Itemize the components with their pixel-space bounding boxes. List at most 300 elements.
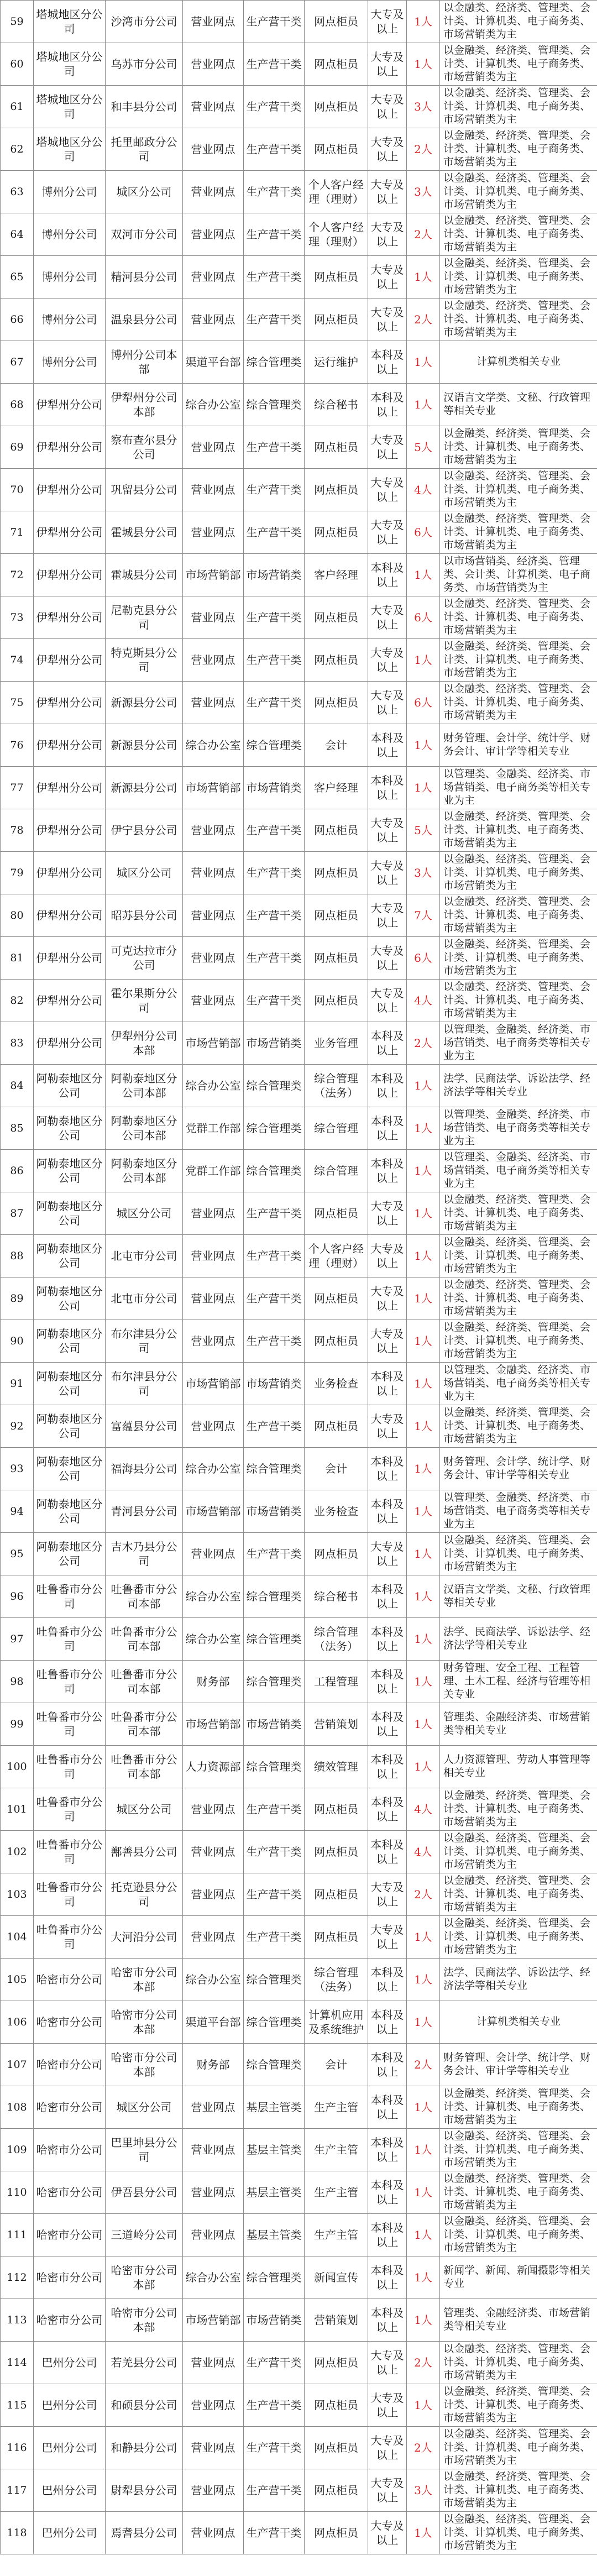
- job-category-cell: 生产营干类: [244, 128, 305, 171]
- job-category-cell: 综合管理类: [244, 1618, 305, 1661]
- branch-company-cell: 吐鲁番市分公司: [34, 1916, 106, 1959]
- department-cell: 营业网点: [183, 2469, 244, 2512]
- job-category-cell: 生产营干类: [244, 596, 305, 639]
- headcount-cell: 5人: [407, 809, 440, 852]
- sub-company-cell: 阿勒泰地区分公司本部: [106, 1150, 183, 1192]
- major-requirement-cell: 计算机类相关专业: [440, 2001, 597, 2044]
- education-requirement-cell: 大专及以上: [368, 1873, 407, 1916]
- position-cell: 网点柜员: [305, 809, 368, 852]
- headcount-cell: 1人: [407, 1533, 440, 1575]
- education-requirement-cell: 大专及以上: [368, 852, 407, 894]
- table-row: [1, 1277, 597, 1320]
- position-cell: 生产主管: [305, 2171, 368, 2214]
- department-cell: 营业网点: [183, 171, 244, 213]
- education-requirement-cell: 本科及以上: [368, 1490, 407, 1533]
- row-number-cell: 89: [1, 1277, 34, 1320]
- branch-company-cell: 塔城地区分公司: [34, 1, 106, 43]
- education-requirement-cell: 本科及以上: [368, 1150, 407, 1192]
- job-category-cell: 综合管理类: [244, 724, 305, 767]
- sub-company-cell: 吉木乃县分公司: [106, 1533, 183, 1575]
- department-cell: 营业网点: [183, 1788, 244, 1831]
- position-cell: 网点柜员: [305, 852, 368, 894]
- branch-company-cell: 吐鲁番市分公司: [34, 1703, 106, 1746]
- table-row: [1, 469, 597, 511]
- position-cell: 网点柜员: [305, 1192, 368, 1235]
- sub-company-cell: 精河县分公司: [106, 256, 183, 299]
- row-number-cell: 95: [1, 1533, 34, 1575]
- department-cell: 营业网点: [183, 213, 244, 256]
- headcount-cell: 1人: [407, 341, 440, 384]
- sub-company-cell: 新源县分公司: [106, 767, 183, 809]
- position-cell: 网点柜员: [305, 639, 368, 682]
- table-row: [1, 2512, 597, 2554]
- headcount-cell: 1人: [407, 1703, 440, 1746]
- table-row: [1, 1192, 597, 1235]
- row-number-cell: 76: [1, 724, 34, 767]
- position-cell: 综合管理: [305, 1150, 368, 1192]
- education-requirement-cell: 本科及以上: [368, 2299, 407, 2342]
- row-number-cell: 82: [1, 980, 34, 1022]
- education-requirement-cell: 本科及以上: [368, 341, 407, 384]
- headcount-cell: 7人: [407, 894, 440, 937]
- sub-company-cell: 察布查尔县分公司: [106, 426, 183, 469]
- position-cell: 业务管理: [305, 1022, 368, 1065]
- position-cell: 网点柜员: [305, 2512, 368, 2554]
- table-row: [1, 1150, 597, 1192]
- major-requirement-cell: 以金融类、经济类、管理类、会计类、计算机类、电子商务类、市场营销类为主: [440, 1916, 597, 1959]
- row-number-cell: 67: [1, 341, 34, 384]
- sub-company-cell: 若羌县分公司: [106, 2342, 183, 2384]
- department-cell: 营业网点: [183, 596, 244, 639]
- sub-company-cell: 吐鲁番市分公司本部: [106, 1746, 183, 1788]
- headcount-cell: 1人: [407, 1150, 440, 1192]
- headcount-cell: 2人: [407, 1022, 440, 1065]
- department-cell: 营业网点: [183, 2342, 244, 2384]
- department-cell: 市场营销部: [183, 1703, 244, 1746]
- job-category-cell: 市场营销类: [244, 1363, 305, 1405]
- department-cell: 营业网点: [183, 852, 244, 894]
- branch-company-cell: 巴州分公司: [34, 2384, 106, 2427]
- job-category-cell: 基层主管类: [244, 2086, 305, 2129]
- education-requirement-cell: 大专及以上: [368, 1916, 407, 1959]
- row-number-cell: 94: [1, 1490, 34, 1533]
- branch-company-cell: 阿勒泰地区分公司: [34, 1533, 106, 1575]
- branch-company-cell: 伊犁州分公司: [34, 767, 106, 809]
- education-requirement-cell: 本科及以上: [368, 724, 407, 767]
- major-requirement-cell: 以金融类、经济类、管理类、会计类、计算机类、电子商务类、市场营销类为主: [440, 1788, 597, 1831]
- position-cell: 生产主管: [305, 2214, 368, 2256]
- table-row: [1, 1873, 597, 1916]
- job-category-cell: 基层主管类: [244, 2214, 305, 2256]
- row-number-cell: 88: [1, 1235, 34, 1277]
- table-row: [1, 1575, 597, 1618]
- position-cell: 网点柜员: [305, 1277, 368, 1320]
- table-row: [1, 1107, 597, 1150]
- job-category-cell: 生产营干类: [244, 299, 305, 341]
- major-requirement-cell: 新闻学、新闻、新闻摄影等相关专业: [440, 2256, 597, 2299]
- branch-company-cell: 吐鲁番市分公司: [34, 1661, 106, 1703]
- table-body: [1, 1, 597, 2554]
- branch-company-cell: 哈密市分公司: [34, 2299, 106, 2342]
- branch-company-cell: 哈密市分公司: [34, 2086, 106, 2129]
- row-number-cell: 104: [1, 1916, 34, 1959]
- branch-company-cell: 伊犁州分公司: [34, 894, 106, 937]
- sub-company-cell: 吐鲁番市分公司本部: [106, 1703, 183, 1746]
- row-number-cell: 70: [1, 469, 34, 511]
- education-requirement-cell: 本科及以上: [368, 1575, 407, 1618]
- position-cell: 网点柜员: [305, 980, 368, 1022]
- sub-company-cell: 特克斯县分公司: [106, 639, 183, 682]
- major-requirement-cell: 法学、民商法学、诉讼法学、经济法学等相关专业: [440, 1618, 597, 1661]
- headcount-cell: 4人: [407, 1831, 440, 1873]
- table-row: [1, 1746, 597, 1788]
- major-requirement-cell: 法学、民商法学、诉讼法学、经济法学等相关专业: [440, 1959, 597, 2001]
- sub-company-cell: 阿勒泰地区分公司本部: [106, 1107, 183, 1150]
- education-requirement-cell: 本科及以上: [368, 2086, 407, 2129]
- table-row: [1, 596, 597, 639]
- table-row: [1, 341, 597, 384]
- headcount-cell: 1人: [407, 1746, 440, 1788]
- job-category-cell: 生产营干类: [244, 2342, 305, 2384]
- row-number-cell: 62: [1, 128, 34, 171]
- major-requirement-cell: 以金融类、经济类、管理类、会计类、计算机类、电子商务类、市场营销类为主: [440, 980, 597, 1022]
- headcount-cell: 2人: [407, 2342, 440, 2384]
- job-category-cell: 生产营干类: [244, 852, 305, 894]
- education-requirement-cell: 大专及以上: [368, 1405, 407, 1448]
- row-number-cell: 98: [1, 1661, 34, 1703]
- position-cell: 客户经理: [305, 767, 368, 809]
- branch-company-cell: 伊犁州分公司: [34, 937, 106, 980]
- table-row: [1, 384, 597, 426]
- branch-company-cell: 博州分公司: [34, 213, 106, 256]
- major-requirement-cell: 以金融类、经济类、管理类、会计类、计算机类、电子商务类、市场营销类为主: [440, 2384, 597, 2427]
- row-number-cell: 73: [1, 596, 34, 639]
- headcount-cell: 1人: [407, 1916, 440, 1959]
- department-cell: 营业网点: [183, 2384, 244, 2427]
- position-cell: 综合秘书: [305, 384, 368, 426]
- sub-company-cell: 巴里坤县分公司: [106, 2129, 183, 2171]
- job-category-cell: 综合管理类: [244, 384, 305, 426]
- branch-company-cell: 伊犁州分公司: [34, 1022, 106, 1065]
- education-requirement-cell: 本科及以上: [368, 2256, 407, 2299]
- position-cell: 运行维护: [305, 341, 368, 384]
- major-requirement-cell: 财务管理、会计学、统计学、财务会计、审计学等相关专业: [440, 1448, 597, 1490]
- sub-company-cell: 布尔津县分公司: [106, 1320, 183, 1363]
- position-cell: 网点柜员: [305, 469, 368, 511]
- education-requirement-cell: 大专及以上: [368, 171, 407, 213]
- education-requirement-cell: 本科及以上: [368, 1788, 407, 1831]
- department-cell: 综合办公室: [183, 724, 244, 767]
- education-requirement-cell: 大专及以上: [368, 2469, 407, 2512]
- position-cell: 网点柜员: [305, 596, 368, 639]
- department-cell: 营业网点: [183, 2171, 244, 2214]
- job-category-cell: 综合管理类: [244, 1150, 305, 1192]
- job-category-cell: 生产营干类: [244, 1320, 305, 1363]
- job-category-cell: 生产营干类: [244, 469, 305, 511]
- sub-company-cell: 阿勒泰地区分公司本部: [106, 1065, 183, 1107]
- sub-company-cell: 哈密市分公司本部: [106, 2299, 183, 2342]
- major-requirement-cell: 以金融类、经济类、管理类、会计类、计算机类、电子商务类、市场营销类为主: [440, 937, 597, 980]
- department-cell: 人力资源部: [183, 1746, 244, 1788]
- headcount-cell: 1人: [407, 1192, 440, 1235]
- table-row: [1, 1320, 597, 1363]
- row-number-cell: 117: [1, 2469, 34, 2512]
- branch-company-cell: 伊犁州分公司: [34, 596, 106, 639]
- job-category-cell: 生产营干类: [244, 937, 305, 980]
- headcount-cell: 3人: [407, 852, 440, 894]
- job-category-cell: 综合管理类: [244, 341, 305, 384]
- sub-company-cell: 双河市分公司: [106, 213, 183, 256]
- position-cell: 客户经理: [305, 554, 368, 596]
- row-number-cell: 69: [1, 426, 34, 469]
- job-category-cell: 基层主管类: [244, 2171, 305, 2214]
- position-cell: 网点柜员: [305, 2384, 368, 2427]
- education-requirement-cell: 大专及以上: [368, 2427, 407, 2469]
- department-cell: 营业网点: [183, 639, 244, 682]
- sub-company-cell: 可克达拉市分公司: [106, 937, 183, 980]
- branch-company-cell: 巴州分公司: [34, 2427, 106, 2469]
- branch-company-cell: 阿勒泰地区分公司: [34, 1405, 106, 1448]
- headcount-cell: 3人: [407, 86, 440, 128]
- branch-company-cell: 塔城地区分公司: [34, 128, 106, 171]
- position-cell: 网点柜员: [305, 1320, 368, 1363]
- education-requirement-cell: 大专及以上: [368, 1235, 407, 1277]
- branch-company-cell: 哈密市分公司: [34, 1959, 106, 2001]
- branch-company-cell: 巴州分公司: [34, 2469, 106, 2512]
- major-requirement-cell: 以金融类、经济类、管理类、会计类、计算机类、电子商务类、市场营销类为主: [440, 213, 597, 256]
- position-cell: 个人客户经理（理财）: [305, 213, 368, 256]
- position-cell: 网点柜员: [305, 1916, 368, 1959]
- department-cell: 营业网点: [183, 2214, 244, 2256]
- major-requirement-cell: 以金融类、经济类、管理类、会计类、计算机类、电子商务类、市场营销类为主: [440, 1405, 597, 1448]
- department-cell: 营业网点: [183, 1873, 244, 1916]
- department-cell: 营业网点: [183, 1320, 244, 1363]
- row-number-cell: 100: [1, 1746, 34, 1788]
- sub-company-cell: 三道岭分公司: [106, 2214, 183, 2256]
- sub-company-cell: 焉耆县分公司: [106, 2512, 183, 2554]
- branch-company-cell: 博州分公司: [34, 299, 106, 341]
- table-row: [1, 1618, 597, 1661]
- department-cell: 党群工作部: [183, 1150, 244, 1192]
- branch-company-cell: 哈密市分公司: [34, 2171, 106, 2214]
- position-cell: 会计: [305, 1448, 368, 1490]
- sub-company-cell: 伊吾县分公司: [106, 2171, 183, 2214]
- education-requirement-cell: 本科及以上: [368, 2044, 407, 2086]
- education-requirement-cell: 大专及以上: [368, 426, 407, 469]
- headcount-cell: 6人: [407, 937, 440, 980]
- table-row: [1, 2256, 597, 2299]
- department-cell: 综合办公室: [183, 384, 244, 426]
- sub-company-cell: 和硕县分公司: [106, 2384, 183, 2427]
- branch-company-cell: 阿勒泰地区分公司: [34, 1277, 106, 1320]
- table-row: [1, 1363, 597, 1405]
- education-requirement-cell: 大专及以上: [368, 937, 407, 980]
- department-cell: 营业网点: [183, 1, 244, 43]
- sub-company-cell: 北屯市分公司: [106, 1277, 183, 1320]
- row-number-cell: 103: [1, 1873, 34, 1916]
- sub-company-cell: 尉犁县分公司: [106, 2469, 183, 2512]
- major-requirement-cell: 以金融类、经济类、管理类、会计类、计算机类、电子商务类、市场营销类为主: [440, 1, 597, 43]
- row-number-cell: 116: [1, 2427, 34, 2469]
- job-category-cell: 生产营干类: [244, 1, 305, 43]
- position-cell: 绩效管理: [305, 1746, 368, 1788]
- position-cell: 计算机应用及系统维护: [305, 2001, 368, 2044]
- education-requirement-cell: 大专及以上: [368, 1320, 407, 1363]
- table-row: [1, 86, 597, 128]
- branch-company-cell: 伊犁州分公司: [34, 682, 106, 724]
- row-number-cell: 93: [1, 1448, 34, 1490]
- education-requirement-cell: 大专及以上: [368, 213, 407, 256]
- position-cell: 网点柜员: [305, 1, 368, 43]
- department-cell: 营业网点: [183, 256, 244, 299]
- position-cell: 网点柜员: [305, 1788, 368, 1831]
- education-requirement-cell: 大专及以上: [368, 682, 407, 724]
- department-cell: 营业网点: [183, 2129, 244, 2171]
- position-cell: 网点柜员: [305, 2427, 368, 2469]
- headcount-cell: 1人: [407, 1107, 440, 1150]
- headcount-cell: 2人: [407, 1873, 440, 1916]
- sub-company-cell: 和丰县分公司: [106, 86, 183, 128]
- job-category-cell: 市场营销类: [244, 1703, 305, 1746]
- row-number-cell: 60: [1, 43, 34, 86]
- position-cell: 生产主管: [305, 2129, 368, 2171]
- major-requirement-cell: 以金融类、经济类、管理类、会计类、计算机类、电子商务类、市场营销类为主: [440, 1320, 597, 1363]
- major-requirement-cell: 以金融类、经济类、管理类、会计类、计算机类、电子商务类、市场营销类为主: [440, 809, 597, 852]
- table-row: [1, 767, 597, 809]
- headcount-cell: 1人: [407, 1959, 440, 2001]
- table-row: [1, 1916, 597, 1959]
- row-number-cell: 102: [1, 1831, 34, 1873]
- job-category-cell: 综合管理类: [244, 2001, 305, 2044]
- education-requirement-cell: 大专及以上: [368, 1533, 407, 1575]
- job-category-cell: 市场营销类: [244, 554, 305, 596]
- job-category-cell: 综合管理类: [244, 1959, 305, 2001]
- sub-company-cell: 布尔津县分公司: [106, 1363, 183, 1405]
- sub-company-cell: 尼勒克县分公司: [106, 596, 183, 639]
- sub-company-cell: 沙湾市分公司: [106, 1, 183, 43]
- department-cell: 营业网点: [183, 511, 244, 554]
- sub-company-cell: 富蕴县分公司: [106, 1405, 183, 1448]
- position-cell: 综合秘书: [305, 1575, 368, 1618]
- table-row: [1, 2299, 597, 2342]
- headcount-cell: 1人: [407, 2086, 440, 2129]
- sub-company-cell: 哈密市分公司本部: [106, 1959, 183, 2001]
- position-cell: 营销策划: [305, 2299, 368, 2342]
- major-requirement-cell: 以金融类、经济类、管理类、会计类、计算机类、电子商务类、市场营销类为主: [440, 682, 597, 724]
- headcount-cell: 1人: [407, 767, 440, 809]
- row-number-cell: 68: [1, 384, 34, 426]
- major-requirement-cell: 以金融类、经济类、管理类、会计类、计算机类、电子商务类、市场营销类为主: [440, 2342, 597, 2384]
- job-category-cell: 生产营干类: [244, 1831, 305, 1873]
- table-row: [1, 639, 597, 682]
- headcount-cell: 4人: [407, 1788, 440, 1831]
- table-row: [1, 128, 597, 171]
- job-category-cell: 基层主管类: [244, 2129, 305, 2171]
- job-category-cell: 生产营干类: [244, 1235, 305, 1277]
- education-requirement-cell: 本科及以上: [368, 2001, 407, 2044]
- job-category-cell: 生产营干类: [244, 511, 305, 554]
- major-requirement-cell: 法学、民商法学、诉讼法学、经济法学等相关专业: [440, 1065, 597, 1107]
- table-row: [1, 1022, 597, 1065]
- department-cell: 市场营销部: [183, 1022, 244, 1065]
- headcount-cell: 2人: [407, 213, 440, 256]
- education-requirement-cell: 本科及以上: [368, 2214, 407, 2256]
- headcount-cell: 1人: [407, 1363, 440, 1405]
- department-cell: 营业网点: [183, 2086, 244, 2129]
- branch-company-cell: 塔城地区分公司: [34, 43, 106, 86]
- job-category-cell: 生产营干类: [244, 1916, 305, 1959]
- sub-company-cell: 霍城县分公司: [106, 511, 183, 554]
- department-cell: 财务部: [183, 1661, 244, 1703]
- education-requirement-cell: 大专及以上: [368, 256, 407, 299]
- branch-company-cell: 吐鲁番市分公司: [34, 1618, 106, 1661]
- education-requirement-cell: 大专及以上: [368, 980, 407, 1022]
- branch-company-cell: 阿勒泰地区分公司: [34, 1363, 106, 1405]
- table-row: [1, 852, 597, 894]
- job-category-cell: 生产营干类: [244, 2384, 305, 2427]
- position-cell: 个人客户经理（理财）: [305, 171, 368, 213]
- position-cell: 网点柜员: [305, 1405, 368, 1448]
- headcount-cell: 1人: [407, 1618, 440, 1661]
- branch-company-cell: 伊犁州分公司: [34, 426, 106, 469]
- position-cell: 网点柜员: [305, 43, 368, 86]
- row-number-cell: 111: [1, 2214, 34, 2256]
- sub-company-cell: 乌苏市分公司: [106, 43, 183, 86]
- sub-company-cell: 和静县分公司: [106, 2427, 183, 2469]
- department-cell: 营业网点: [183, 86, 244, 128]
- major-requirement-cell: 以管理类、金融类、经济类、市场营销类、电子商务类等相关专业为主: [440, 1107, 597, 1150]
- table-row: [1, 426, 597, 469]
- department-cell: 营业网点: [183, 1916, 244, 1959]
- major-requirement-cell: 以金融类、经济类、管理类、会计类、计算机类、电子商务类、市场营销类为主: [440, 2427, 597, 2469]
- major-requirement-cell: 以管理类、金融类、经济类、市场营销类、电子商务类等相关专业为主: [440, 1150, 597, 1192]
- branch-company-cell: 哈密市分公司: [34, 2256, 106, 2299]
- major-requirement-cell: 以管理类、金融类、经济类、市场营销类、电子商务类等相关专业为主: [440, 1490, 597, 1533]
- branch-company-cell: 吐鲁番市分公司: [34, 1746, 106, 1788]
- headcount-cell: 2人: [407, 2427, 440, 2469]
- job-category-cell: 生产营干类: [244, 682, 305, 724]
- branch-company-cell: 伊犁州分公司: [34, 511, 106, 554]
- table-row: [1, 2342, 597, 2384]
- position-cell: 网点柜员: [305, 1873, 368, 1916]
- branch-company-cell: 哈密市分公司: [34, 2001, 106, 2044]
- major-requirement-cell: 管理类、金融经济类、市场营销类等相关专业: [440, 2299, 597, 2342]
- table-row: [1, 1, 597, 43]
- table-row: [1, 2001, 597, 2044]
- position-cell: 网点柜员: [305, 426, 368, 469]
- branch-company-cell: 阿勒泰地区分公司: [34, 1107, 106, 1150]
- row-number-cell: 83: [1, 1022, 34, 1065]
- job-category-cell: 生产营干类: [244, 86, 305, 128]
- headcount-cell: 1人: [407, 1320, 440, 1363]
- major-requirement-cell: 以金融类、经济类、管理类、会计类、计算机类、电子商务类、市场营销类为主: [440, 1831, 597, 1873]
- job-category-cell: 综合管理类: [244, 2044, 305, 2086]
- table-row: [1, 1533, 597, 1575]
- sub-company-cell: 吐鲁番市分公司本部: [106, 1661, 183, 1703]
- table-row: [1, 1405, 597, 1448]
- education-requirement-cell: 本科及以上: [368, 1107, 407, 1150]
- position-cell: 生产主管: [305, 2086, 368, 2129]
- branch-company-cell: 伊犁州分公司: [34, 639, 106, 682]
- major-requirement-cell: 财务管理、会计学、统计学、财务会计、审计学等相关专业: [440, 724, 597, 767]
- headcount-cell: 1人: [407, 2001, 440, 2044]
- education-requirement-cell: 大专及以上: [368, 86, 407, 128]
- department-cell: 综合办公室: [183, 1448, 244, 1490]
- row-number-cell: 101: [1, 1788, 34, 1831]
- major-requirement-cell: 以金融类、经济类、管理类、会计类、计算机类、电子商务类、市场营销类为主: [440, 852, 597, 894]
- major-requirement-cell: 汉语言文学类、文秘、行政管理等相关专业: [440, 1575, 597, 1618]
- table-row: [1, 682, 597, 724]
